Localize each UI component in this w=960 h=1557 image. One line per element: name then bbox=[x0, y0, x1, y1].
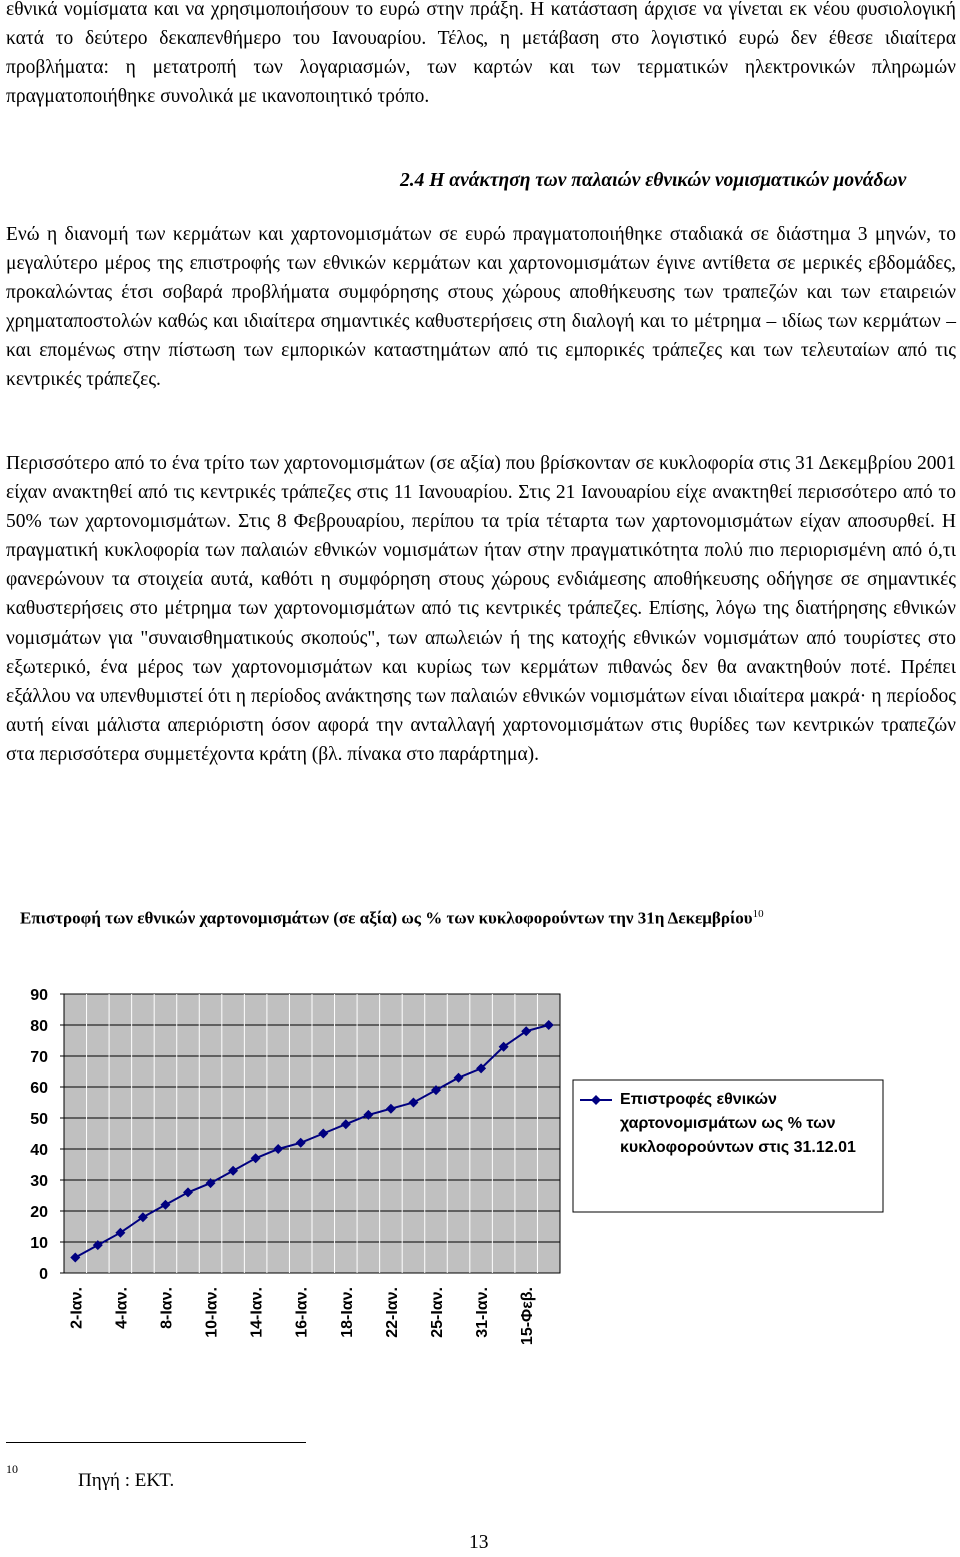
x-tick-label: 8-Ιαν. bbox=[158, 1287, 176, 1329]
chart-footnote-ref: 10 bbox=[752, 908, 764, 920]
x-tick-label: 15-Φεβ. bbox=[519, 1287, 537, 1346]
chart-title bbox=[20, 908, 950, 929]
y-tick-label: 70 bbox=[30, 1049, 48, 1066]
y-tick-label: 10 bbox=[30, 1235, 48, 1252]
y-tick-label: 80 bbox=[30, 1018, 48, 1035]
page-number: 13 bbox=[469, 1532, 489, 1553]
paragraph-distribution: Ενώ η διανομή των κερμάτων και χαρτονομισμάτων σε ευρώ πραγματοποιήθηκε σταδιακά σε διάστημα 3 μηνών, το μεγαλύτερο μέρος της επιστροφής των εθνικών κερμάτων και χαρτονομισμάτων έγινε αντίθετα σε μερικές εβδομάδες, προκαλώντας έτσι σοβαρά προβλήματα συμφόρησης στους χώρους αποθήκευσης των τραπεζών και των εταιρειών χρηματαποστολών καθώς και ιδιαίτερα σημαντικές καθυστερήσεις στη διαλογή και το μέτρημα – ιδίως των κερμάτων – και επομένως στην πίστωση των εμπορικών καταστημάτων από τις εμπορικές τράπεζες και των τελευταίων από τις κεντρικές τράπεζες. bbox=[6, 224, 956, 391]
y-tick-label: 50 bbox=[30, 1111, 48, 1128]
x-tick-label: 31-Ιαν. bbox=[474, 1287, 492, 1338]
y-tick-label: 60 bbox=[30, 1080, 48, 1097]
footnote-divider bbox=[6, 1442, 306, 1443]
x-tick-label: 4-Ιαν. bbox=[113, 1287, 131, 1329]
x-tick-label: 22-Ιαν. bbox=[383, 1287, 401, 1338]
section-heading: 2.4 Η ανάκτηση των παλαιών εθνικών νομισματικών μονάδων bbox=[400, 170, 907, 191]
paragraph-intro: εθνικά νομίσματα και να χρησιμοποιήσουν το ευρώ στην πράξη. Η κατάσταση άρχισε να γίνεται εκ νέου φυσιολογική κατά το δεύτερο δεκαπενθήμερο του Ιανουαρίου. Τέλος, η μετάβαση στο λογιστικό ευρώ δεν έθεσε ιδιαίτερα προβλήματα: η μετατροπή των λογαριασμών, των καρτών και των τερματικών ηλεκτρονικών πληρωμών πραγματοποιήθηκε συνολικά με ικανοποιητικό τρόπο. bbox=[6, 0, 956, 108]
x-tick-label: 14-Ιαν. bbox=[248, 1287, 266, 1338]
line-chart bbox=[0, 960, 960, 1390]
legend-label: Επιστροφές εθνικών χαρτονομισμάτων ως % των κυκλοφορούντων στις 31.12.01 bbox=[620, 1091, 856, 1156]
x-tick-label: 10-Ιαν. bbox=[203, 1287, 221, 1338]
x-tick-label: 16-Ιαν. bbox=[293, 1287, 311, 1338]
x-tick-label: 2-Ιαν. bbox=[68, 1287, 86, 1329]
x-tick-label: 18-Ιαν. bbox=[338, 1287, 356, 1338]
y-tick-label: 90 bbox=[30, 987, 48, 1004]
footnote-number: 10 bbox=[6, 1462, 18, 1476]
footnote-text: Πηγή : ΕΚΤ. bbox=[78, 1470, 175, 1491]
y-tick-label: 30 bbox=[30, 1173, 48, 1190]
paragraph-recovery: Περισσότερο από το ένα τρίτο των χαρτονομισμάτων (σε αξία) που βρίσκονταν σε κυκλοφορία στις 31 Δεκεμβρίου 2001 είχαν ανακτηθεί από τις κεντρικές τράπεζες στις 11 Ιανουαρίου. Στις 21 Ιανουαρίου είχε ανακτηθεί περισσότερο από το 50% των χαρτονομισμάτων. Στις 8 Φεβρουαρίου, περίπου τα τρία τέταρτα των χαρτονομισμάτων είχαν αποσυρθεί. Η πραγματική κυκλοφορία των παλαιών εθνικών νομισμάτων ήταν στην πραγματικότητα πολύ πιο περιορισμένη από ό,τι φανερώνουν τα στοιχεία αυτά, καθότι η συμφόρηση στους χώρους ενδιάμεσης αποθήκευσης οδήγησε σε σημαντικές καθυστερήσεις στο μέτρημα των χαρτονομισμάτων από τις κεντρικές τράπεζες. Επίσης, λόγω της διατήρησης εθνικών νομισμάτων για "συναισθηματικούς σκοπούς", των απωλειών ή της κατοχής εθνικών νομισμάτων από τουρίστες στο εξωτερικό, ένα μέρος των χαρτονομισμάτων και κυρίως των κερμάτων πιθανώς δεν θα ανακτηθούν ποτέ. Πρέπει εξάλλου να υπενθυμιστεί ότι η περίοδος ανάκτησης των παλαιών εθνικών νομισμάτων είναι ιδιαίτερα μακρά· η περίοδος αυτή είναι μάλιστα απεριόριστη όσον αφορά την ανταλλαγή χαρτονομισμάτων στις θυρίδες των κεντρικών τραπεζών στα περισσότερα συμμετέχοντα κράτη (βλ. πίνακα στο παράρτημα). bbox=[6, 453, 956, 765]
chart-title-text: Επιστροφή των εθνικών χαρτονομισμάτων (σε αξία) ως % των κυκλοφορούντων την 31η Δεκεμβρίου bbox=[20, 908, 753, 928]
x-tick-label: 25-Ιαν. bbox=[429, 1287, 446, 1338]
y-tick-label: 40 bbox=[30, 1142, 48, 1159]
y-tick-label: 20 bbox=[30, 1204, 48, 1221]
y-tick-label: 0 bbox=[39, 1266, 48, 1283]
